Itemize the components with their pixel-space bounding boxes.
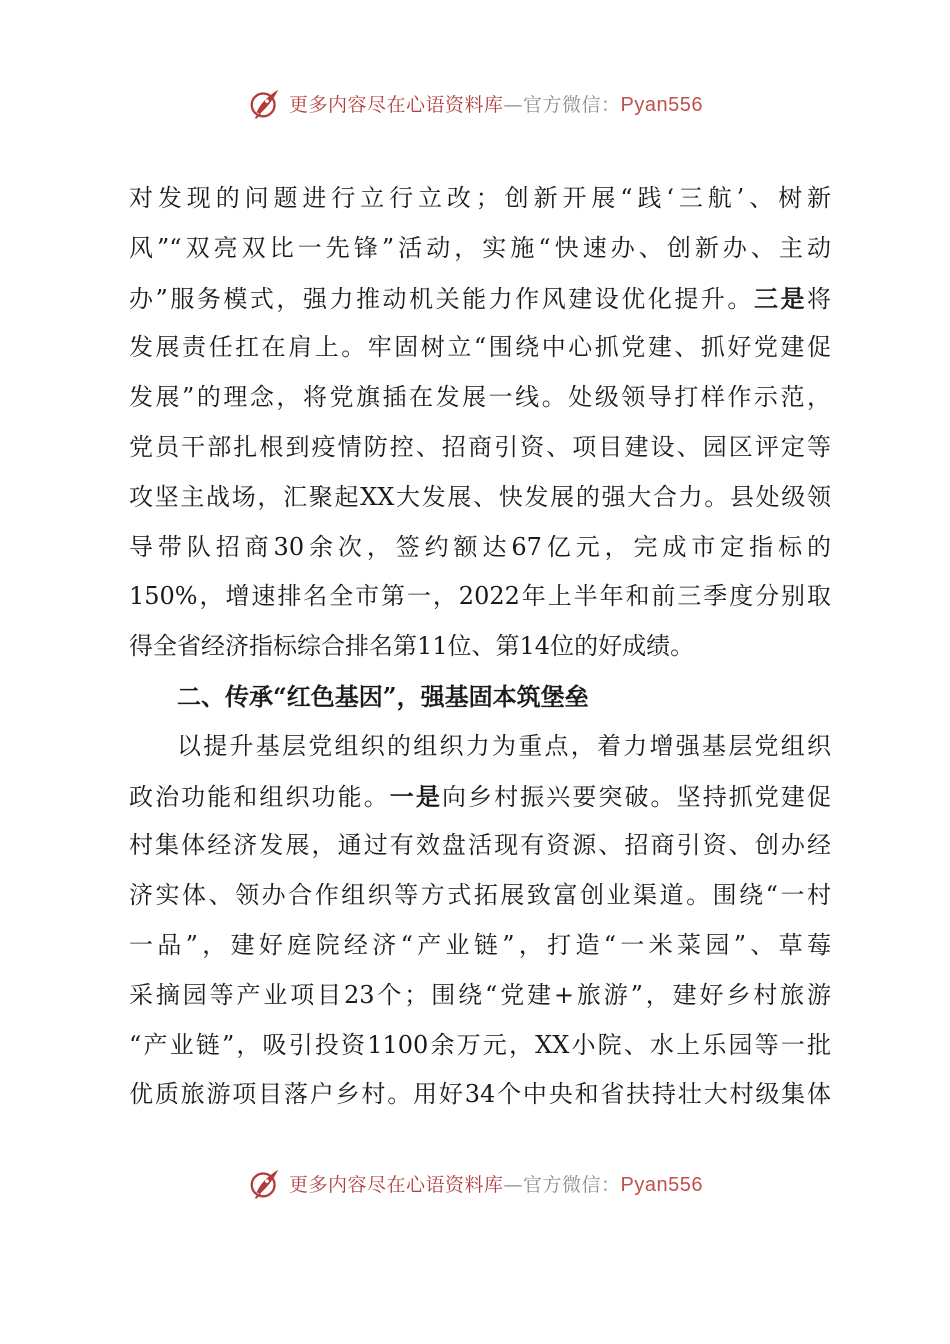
text-line	[129, 523, 831, 573]
pen-logo-icon	[247, 1164, 285, 1202]
text-segment: 办”服务模式，强力推动机关能力作风建设优化提升。	[129, 284, 754, 313]
bold-marker: 三是	[753, 283, 807, 313]
text-line	[129, 871, 831, 921]
text-segment: 发展”的理念，将党旗插在发展一线。处级领导打样作示范，	[129, 383, 831, 412]
text-segment: 发展责任扛在肩上。牢固树立“围绕中心抓党建、抓好党建促	[129, 333, 831, 362]
text-line	[129, 473, 831, 523]
text-line	[129, 821, 831, 871]
document-body	[129, 174, 831, 1120]
watermark-wechat-id: Pyan556	[620, 1173, 703, 1196]
text-segment: 党员干部扎根到疫情防控、招商引资、项目建设、园区评定等	[129, 432, 831, 461]
bold-marker: 一是	[389, 781, 442, 811]
watermark-wechat-id: Pyan556	[620, 93, 703, 116]
text-segment: 向乡村振兴要突破。坚持抓党建促	[441, 782, 832, 811]
text-segment: 济实体、领办合作组织等方式拓展致富创业渠道。围绕“一村	[129, 881, 831, 910]
header-watermark	[0, 83, 950, 123]
text-line	[129, 373, 831, 423]
text-line	[129, 274, 831, 324]
watermark-text	[289, 90, 703, 117]
text-line	[129, 622, 831, 672]
pen-logo-icon	[247, 84, 285, 122]
watermark-dash: —	[503, 93, 524, 116]
text-line	[129, 174, 831, 224]
text-line	[129, 1021, 831, 1071]
text-line	[129, 572, 831, 622]
watermark-text	[289, 1170, 703, 1197]
text-line	[129, 921, 831, 971]
text-segment: 风”“双亮双比一先锋”活动，实施“快速办、创新办、主动	[129, 233, 831, 262]
text-segment: 导带队招商30余次，签约额达67亿元，完成市定指标的	[129, 532, 831, 561]
section-heading	[129, 672, 831, 722]
watermark-official: 官方微信：	[523, 1173, 621, 1196]
watermark-official: 官方微信：	[523, 93, 621, 116]
text-segment: 优质旅游项目落户乡村。用好34个中央和省扶持壮大村级集体	[129, 1080, 831, 1109]
text-segment: 对发现的问题进行立行立改；创新开展“践‘三航’、树新	[129, 184, 831, 212]
text-segment: 村集体经济发展，通过有效盘活现有资源、招商引资、创办经	[129, 831, 831, 860]
text-line	[129, 323, 831, 373]
text-segment: 得全省经济指标综合排名第11位、第14位的好成绩。	[129, 632, 695, 661]
text-line	[129, 224, 831, 274]
text-line	[129, 772, 831, 822]
text-line	[129, 722, 831, 772]
text-line	[129, 971, 831, 1021]
text-line	[129, 423, 831, 473]
text-segment: 攻坚主战场，汇聚起XX大发展、快发展的强大合力。县处级领	[129, 482, 831, 511]
text-segment: 一品”，建好庭院经济“产业链”，打造“一米菜园”、草莓	[129, 930, 831, 959]
watermark-brand: 更多内容尽在心语资料库	[289, 93, 504, 116]
text-segment: 150%，增速排名全市第一，2022年上半年和前三季度分别取	[129, 582, 831, 611]
watermark-brand: 更多内容尽在心语资料库	[289, 1173, 504, 1196]
footer-watermark	[0, 1163, 950, 1203]
text-segment: 采摘园等产业项目23个；围绕“党建+旅游”，建好乡村旅游	[129, 980, 831, 1009]
watermark-dash: —	[503, 1173, 524, 1196]
text-segment: 将	[807, 284, 831, 313]
text-segment: 二、传承“红色基因”，强基固本筑堡垒	[177, 681, 589, 711]
text-segment: “产业链”，吸引投资1100余万元，XX小院、水上乐园等一批	[129, 1030, 831, 1059]
text-segment: 政治功能和组织功能。	[129, 782, 390, 811]
text-line	[129, 1070, 831, 1120]
text-segment: 以提升基层党组织的组织力为重点，着力增强基层党组织	[177, 731, 831, 760]
